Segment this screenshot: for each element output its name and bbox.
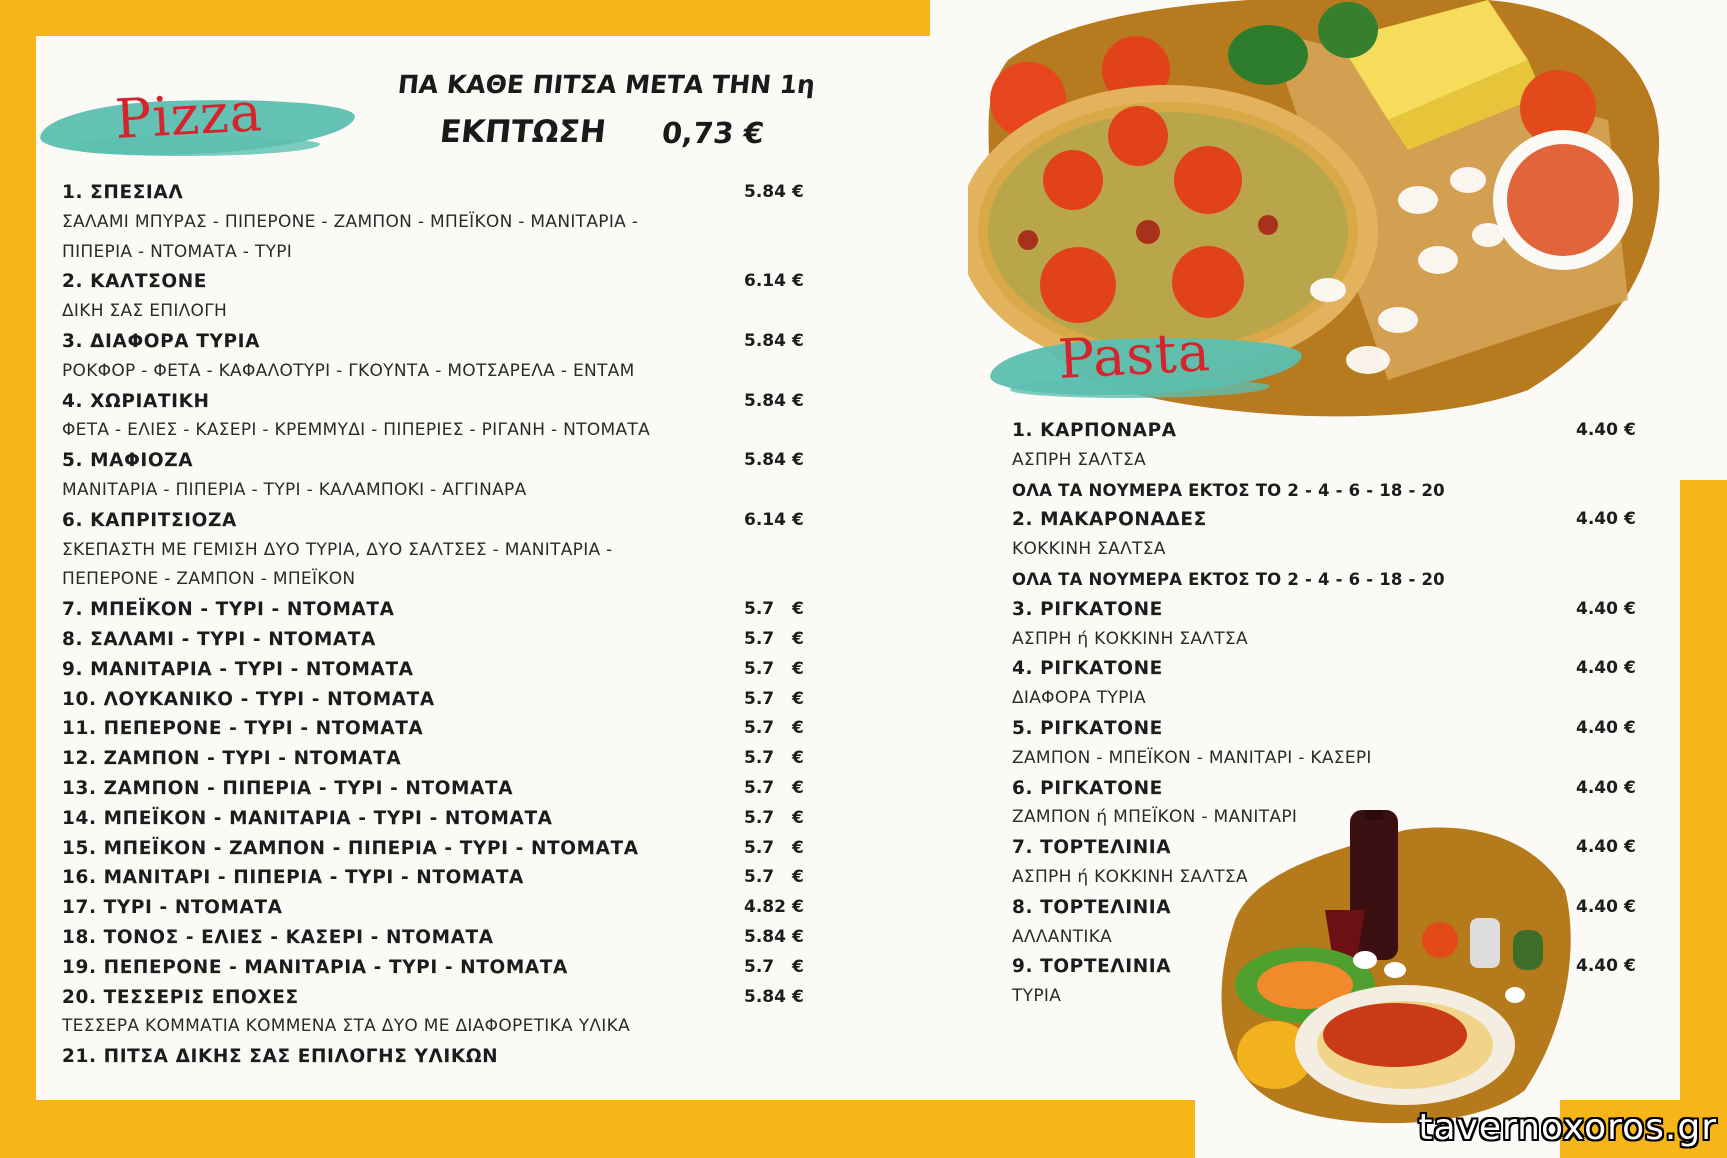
currency-symbol: € — [792, 867, 804, 888]
item-price: 4.40 — [1576, 896, 1618, 917]
item-price: 4.40 — [1576, 658, 1618, 679]
item-price: 4.40 — [1576, 420, 1618, 440]
currency-symbol: € — [1624, 658, 1636, 679]
currency-symbol: € — [792, 986, 804, 1007]
description-text: ΣΑΛΑΜΙ ΜΠΥΡΑΣ - ΠΙΠΕΡΟΝΕ - ΖΑΜΠΟΝ - ΜΠΕΪΚΟΝ - ΜΑΝΙΤΑΡΙΑ - — [62, 211, 639, 232]
item-name: 13. ΖΑΜΠΟΝ - ΠΙΠΕΡΙΑ - ΤΥΡΙ - ΝΤΟΜΑΤΑ — [62, 777, 514, 799]
item-name: 4. ΧΩΡΙΑΤΙΚΗ — [62, 390, 210, 412]
description-text: ΚΟΚΚΙΝΗ ΣΑΛΤΣΑ — [1012, 539, 1166, 560]
menu-item — [1012, 595, 1647, 625]
menu-item-description — [62, 536, 822, 566]
item-price: 4.40 — [1576, 509, 1618, 530]
pasta-heading: Pasta — [1056, 320, 1213, 391]
frame-top-left — [0, 0, 930, 36]
item-price: 5.7 — [744, 777, 775, 798]
item-name: 9. ΤΟΡΤΕΛΙΝΙΑ — [1012, 956, 1172, 978]
currency-symbol: € — [1624, 717, 1636, 738]
menu-item-description — [1012, 535, 1647, 565]
menu-item — [62, 267, 822, 297]
currency-symbol: € — [1624, 837, 1636, 858]
item-price: 4.82 — [744, 897, 786, 918]
description-text: ΠΕΠΕΡΟΝΕ - ΖΑΜΠΟΝ - ΜΠΕΪΚΟΝ — [62, 569, 356, 590]
item-price: 6.14 — [744, 509, 786, 530]
item-name: 7. ΜΠΕΪΚΟΝ - ΤΥΡΙ - ΝΤΟΜΑΤΑ — [62, 599, 395, 621]
description-text: ΑΛΛΑΝΤΙΚΑ — [1012, 926, 1113, 947]
currency-symbol: € — [792, 807, 804, 828]
menu-item — [1012, 654, 1647, 684]
currency-symbol: € — [792, 718, 804, 739]
menu-item — [62, 893, 822, 923]
promo-line-1: ΠΑ ΚΑΘΕ ΠΙΤΣΑ ΜΕΤΑ ΤΗΝ 1η — [396, 70, 817, 99]
frame-center-bottom — [860, 1100, 1195, 1158]
menu-item — [62, 685, 822, 715]
menu-note — [1012, 476, 1647, 506]
item-price: 5.84 — [744, 450, 786, 471]
item-name: 10. ΛΟΥΚΑΝΙΚΟ - ΤΥΡΙ - ΝΤΟΜΑΤΑ — [62, 688, 435, 710]
menu-item-description — [62, 357, 822, 387]
item-price: 5.7 — [744, 628, 775, 649]
currency-symbol: € — [1624, 956, 1636, 977]
item-price: 4.40 — [1576, 956, 1618, 977]
item-price: 5.84 — [744, 926, 786, 947]
frame-left — [0, 0, 36, 1158]
menu-item — [62, 595, 822, 625]
item-price: 5.7 — [744, 807, 775, 828]
item-price: 5.7 — [744, 688, 775, 709]
menu-item — [62, 744, 822, 774]
menu-item-description — [1012, 446, 1647, 476]
item-name: 8. ΣΑΛΑΜΙ - ΤΥΡΙ - ΝΤΟΜΑΤΑ — [62, 628, 376, 650]
menu-item — [62, 327, 822, 357]
note-text: ΟΛΑ ΤΑ ΝΟΥΜΕΡΑ ΕΚΤΟΣ ΤΟ 2 - 4 - 6 - 18 - 20 — [1012, 569, 1445, 589]
item-price: 4.40 — [1576, 717, 1618, 738]
item-name: 5. ΡΙΓΚΑΤΟΝΕ — [1012, 717, 1163, 739]
description-text: ΦΕΤΑ - ΕΛΙΕΣ - ΚΑΣΕΡΙ - ΚΡΕΜΜΥΔΙ - ΠΙΠΕΡΙΕΣ - ΡΙΓΑΝΗ - ΝΤΟΜΑΤΑ — [62, 420, 651, 441]
item-name: 9. ΜΑΝΙΤΑΡΙΑ - ΤΥΡΙ - ΝΤΟΜΑΤΑ — [62, 658, 414, 680]
watermark: tavernoxoros.gr — [1418, 1107, 1717, 1148]
item-price: 5.84 — [744, 986, 786, 1007]
currency-symbol: € — [792, 837, 804, 858]
item-name: 12. ΖΑΜΠΟΝ - ΤΥΡΙ - ΝΤΟΜΑΤΑ — [62, 748, 402, 770]
pizza-heading-banner — [40, 80, 360, 168]
item-name: 20. ΤΕΣΣΕΡΙΣ ΕΠΟΧΕΣ — [62, 986, 299, 1008]
pizza-heading: Pizza — [113, 80, 265, 151]
menu-item-description — [62, 1012, 822, 1042]
item-name: 6. ΚΑΠΡΙΤΣΙΟΖΑ — [62, 509, 237, 531]
currency-symbol: € — [792, 182, 804, 202]
menu-item — [1012, 505, 1647, 535]
description-text: ΑΣΠΡΗ ή ΚΟΚΚΙΝΗ ΣΑΛΤΣΑ — [1012, 866, 1248, 887]
item-price: 5.84 — [744, 390, 786, 411]
item-name: 7. ΤΟΡΤΕΛΙΝΙΑ — [1012, 837, 1172, 859]
menu-item-description — [1012, 744, 1647, 774]
currency-symbol: € — [792, 926, 804, 947]
description-text: ΖΑΜΠΟΝ ή ΜΠΕΪΚΟΝ - ΜΑΝΙΤΑΡΙ — [1012, 807, 1298, 828]
currency-symbol: € — [792, 450, 804, 471]
menu-item — [62, 923, 822, 953]
frame-bottom-left — [0, 1100, 860, 1158]
currency-symbol: € — [792, 509, 804, 530]
item-price: 5.7 — [744, 718, 775, 739]
item-price: 5.84 — [744, 182, 786, 202]
currency-symbol: € — [1624, 509, 1636, 530]
item-name: 17. ΤΥΡΙ - ΝΤΟΜΑΤΑ — [62, 897, 283, 919]
menu-item — [62, 953, 822, 983]
currency-symbol: € — [792, 658, 804, 679]
item-price: 4.40 — [1576, 777, 1618, 798]
menu-item — [1012, 714, 1647, 744]
description-text: ΔΙΑΦΟΡΑ ΤΥΡΙΑ — [1012, 688, 1146, 709]
pizza-list — [62, 178, 822, 1072]
description-text: ΔΙΚΗ ΣΑΣ ΕΠΙΛΟΓΗ — [62, 301, 228, 322]
item-name: 11. ΠΕΠΕΡΟΝΕ - ΤΥΡΙ - ΝΤΟΜΑΤΑ — [62, 718, 424, 740]
item-price: 6.14 — [744, 271, 786, 292]
item-name: 1. ΣΠΕΣΙΑΛ — [62, 182, 184, 203]
item-name: 2. ΜΑΚΑΡΟΝΑΔΕΣ — [1012, 509, 1207, 531]
item-price: 5.84 — [744, 330, 786, 351]
item-price: 4.40 — [1576, 837, 1618, 858]
currency-symbol: € — [1624, 420, 1636, 440]
menu-item-description — [1012, 625, 1647, 655]
description-text: ΣΚΕΠΑΣΤΗ ΜΕ ΓΕΜΙΣΗ ΔΥΟ ΤΥΡΙΑ, ΔΥΟ ΣΑΛΤΣΕΣ - ΜΑΝΙΤΑΡΙΑ - — [62, 539, 613, 560]
currency-symbol: € — [1624, 777, 1636, 798]
pasta-photo — [1195, 810, 1585, 1130]
item-price: 5.7 — [744, 748, 775, 769]
menu-item — [1012, 774, 1647, 804]
menu-item-description — [62, 208, 822, 238]
item-name: 6. ΡΙΓΚΑΤΟΝΕ — [1012, 777, 1163, 799]
currency-symbol: € — [792, 390, 804, 411]
currency-symbol: € — [1624, 598, 1636, 619]
description-text: ΑΣΠΡΗ ΣΑΛΤΣΑ — [1012, 449, 1146, 470]
item-name: 2. ΚΑΛΤΣΟΝΕ — [62, 271, 208, 293]
menu-item-description — [62, 416, 822, 446]
menu-item — [62, 655, 822, 685]
menu-item — [62, 387, 822, 417]
currency-symbol: € — [792, 330, 804, 351]
description-text: ΤΕΣΣΕΡΑ ΚΟΜΜΑΤΙΑ ΚΟΜΜΕΝΑ ΣΤΑ ΔΥΟ ΜΕ ΔΙΑΦΟΡΕΤΙΚΑ ΥΛΙΚΑ — [62, 1016, 630, 1037]
promo-discount-amount: 0,73 € — [660, 116, 766, 150]
menu-item — [62, 863, 822, 893]
item-name: 18. ΤΟΝΟΣ - ΕΛΙΕΣ - ΚΑΣΕΡΙ - ΝΤΟΜΑΤΑ — [62, 926, 494, 948]
menu-item — [1012, 416, 1647, 446]
currency-symbol: € — [792, 777, 804, 798]
currency-symbol: € — [792, 599, 804, 620]
item-name: 21. ΠΙΤΣΑ ΔΙΚΗΣ ΣΑΣ ΕΠΙΛΟΓΗΣ ΥΛΙΚΩΝ — [62, 1046, 499, 1068]
item-price: 5.7 — [744, 867, 775, 888]
menu-item — [62, 178, 822, 208]
menu-item — [62, 804, 822, 834]
currency-symbol: € — [792, 897, 804, 918]
item-price: 5.7 — [744, 956, 775, 977]
menu-item — [62, 834, 822, 864]
item-name: 1. ΚΑΡΠΟΝΑΡΑ — [1012, 420, 1177, 441]
description-text: ΠΙΠΕΡΙΑ - ΝΤΟΜΑΤΑ - ΤΥΡΙ — [62, 241, 293, 262]
frame-right — [1680, 480, 1727, 1158]
item-name: 16. ΜΑΝΙΤΑΡΙ - ΠΙΠΕΡΙΑ - ΤΥΡΙ - ΝΤΟΜΑΤΑ — [62, 867, 524, 889]
item-price: 4.40 — [1576, 598, 1618, 619]
menu-item — [62, 506, 822, 536]
item-name: 19. ΠΕΠΕΡΟΝΕ - ΜΑΝΙΤΑΡΙΑ - ΤΥΡΙ - ΝΤΟΜΑΤΑ — [62, 956, 568, 978]
currency-symbol: € — [1624, 896, 1636, 917]
promo-discount-label: ΕΚΠΤΩΣΗ — [438, 114, 608, 150]
description-text: ΤΥΡΙΑ — [1012, 986, 1062, 1007]
item-name: 15. ΜΠΕΪΚΟΝ - ΖΑΜΠΟΝ - ΠΙΠΕΡΙΑ - ΤΥΡΙ - ΝΤΟΜΑΤΑ — [62, 837, 639, 859]
menu-item — [62, 774, 822, 804]
menu-item — [62, 714, 822, 744]
item-name: 3. ΡΙΓΚΑΤΟΝΕ — [1012, 598, 1163, 620]
currency-symbol: € — [792, 956, 804, 977]
description-text: ΜΑΝΙΤΑΡΙΑ - ΠΙΠΕΡΙΑ - ΤΥΡΙ - ΚΑΛΑΜΠΟΚΙ - ΑΓΓΙΝΑΡΑ — [62, 479, 527, 500]
item-name: 14. ΜΠΕΪΚΟΝ - ΜΑΝΙΤΑΡΙΑ - ΤΥΡΙ - ΝΤΟΜΑΤΑ — [62, 807, 553, 829]
description-text: ΡΟΚΦΟΡ - ΦΕΤΑ - ΚΑΦΑΛΟΤΥΡΙ - ΓΚΟΥΝΤΑ - ΜΟΤΣΑΡΕΛΑ - ΕΝΤΑΜ — [62, 360, 635, 381]
note-text: ΟΛΑ ΤΑ ΝΟΥΜΕΡΑ ΕΚΤΟΣ ΤΟ 2 - 4 - 6 - 18 - 20 — [1012, 480, 1445, 500]
menu-item — [62, 983, 822, 1013]
menu-item-description — [62, 565, 822, 595]
item-price: 5.7 — [744, 837, 775, 858]
menu-item — [62, 625, 822, 655]
item-name: 8. ΤΟΡΤΕΛΙΝΙΑ — [1012, 896, 1172, 918]
menu-item — [62, 446, 822, 476]
currency-symbol: € — [792, 748, 804, 769]
item-name: 5. ΜΑΦΙΟΖΑ — [62, 450, 194, 472]
menu-item-description — [62, 297, 822, 327]
menu-item — [62, 1042, 822, 1072]
description-text: ΑΣΠΡΗ ή ΚΟΚΚΙΝΗ ΣΑΛΤΣΑ — [1012, 628, 1248, 649]
currency-symbol: € — [792, 688, 804, 709]
currency-symbol: € — [792, 628, 804, 649]
description-text: ΖΑΜΠΟΝ - ΜΠΕΪΚΟΝ - ΜΑΝΙΤΑΡΙ - ΚΑΣΕΡΙ — [1012, 747, 1372, 768]
menu-item-description — [1012, 684, 1647, 714]
pasta-heading-banner — [990, 320, 1310, 410]
item-price: 5.7 — [744, 599, 775, 620]
item-name: 3. ΔΙΑΦΟΡΑ ΤΥΡΙΑ — [62, 330, 261, 352]
item-name: 4. ΡΙΓΚΑΤΟΝΕ — [1012, 658, 1163, 680]
frame-center-top — [812, 0, 930, 36]
currency-symbol: € — [792, 271, 804, 292]
menu-item-description — [62, 476, 822, 506]
menu-item-description — [62, 238, 822, 268]
item-price: 5.7 — [744, 658, 775, 679]
menu-note — [1012, 565, 1647, 595]
